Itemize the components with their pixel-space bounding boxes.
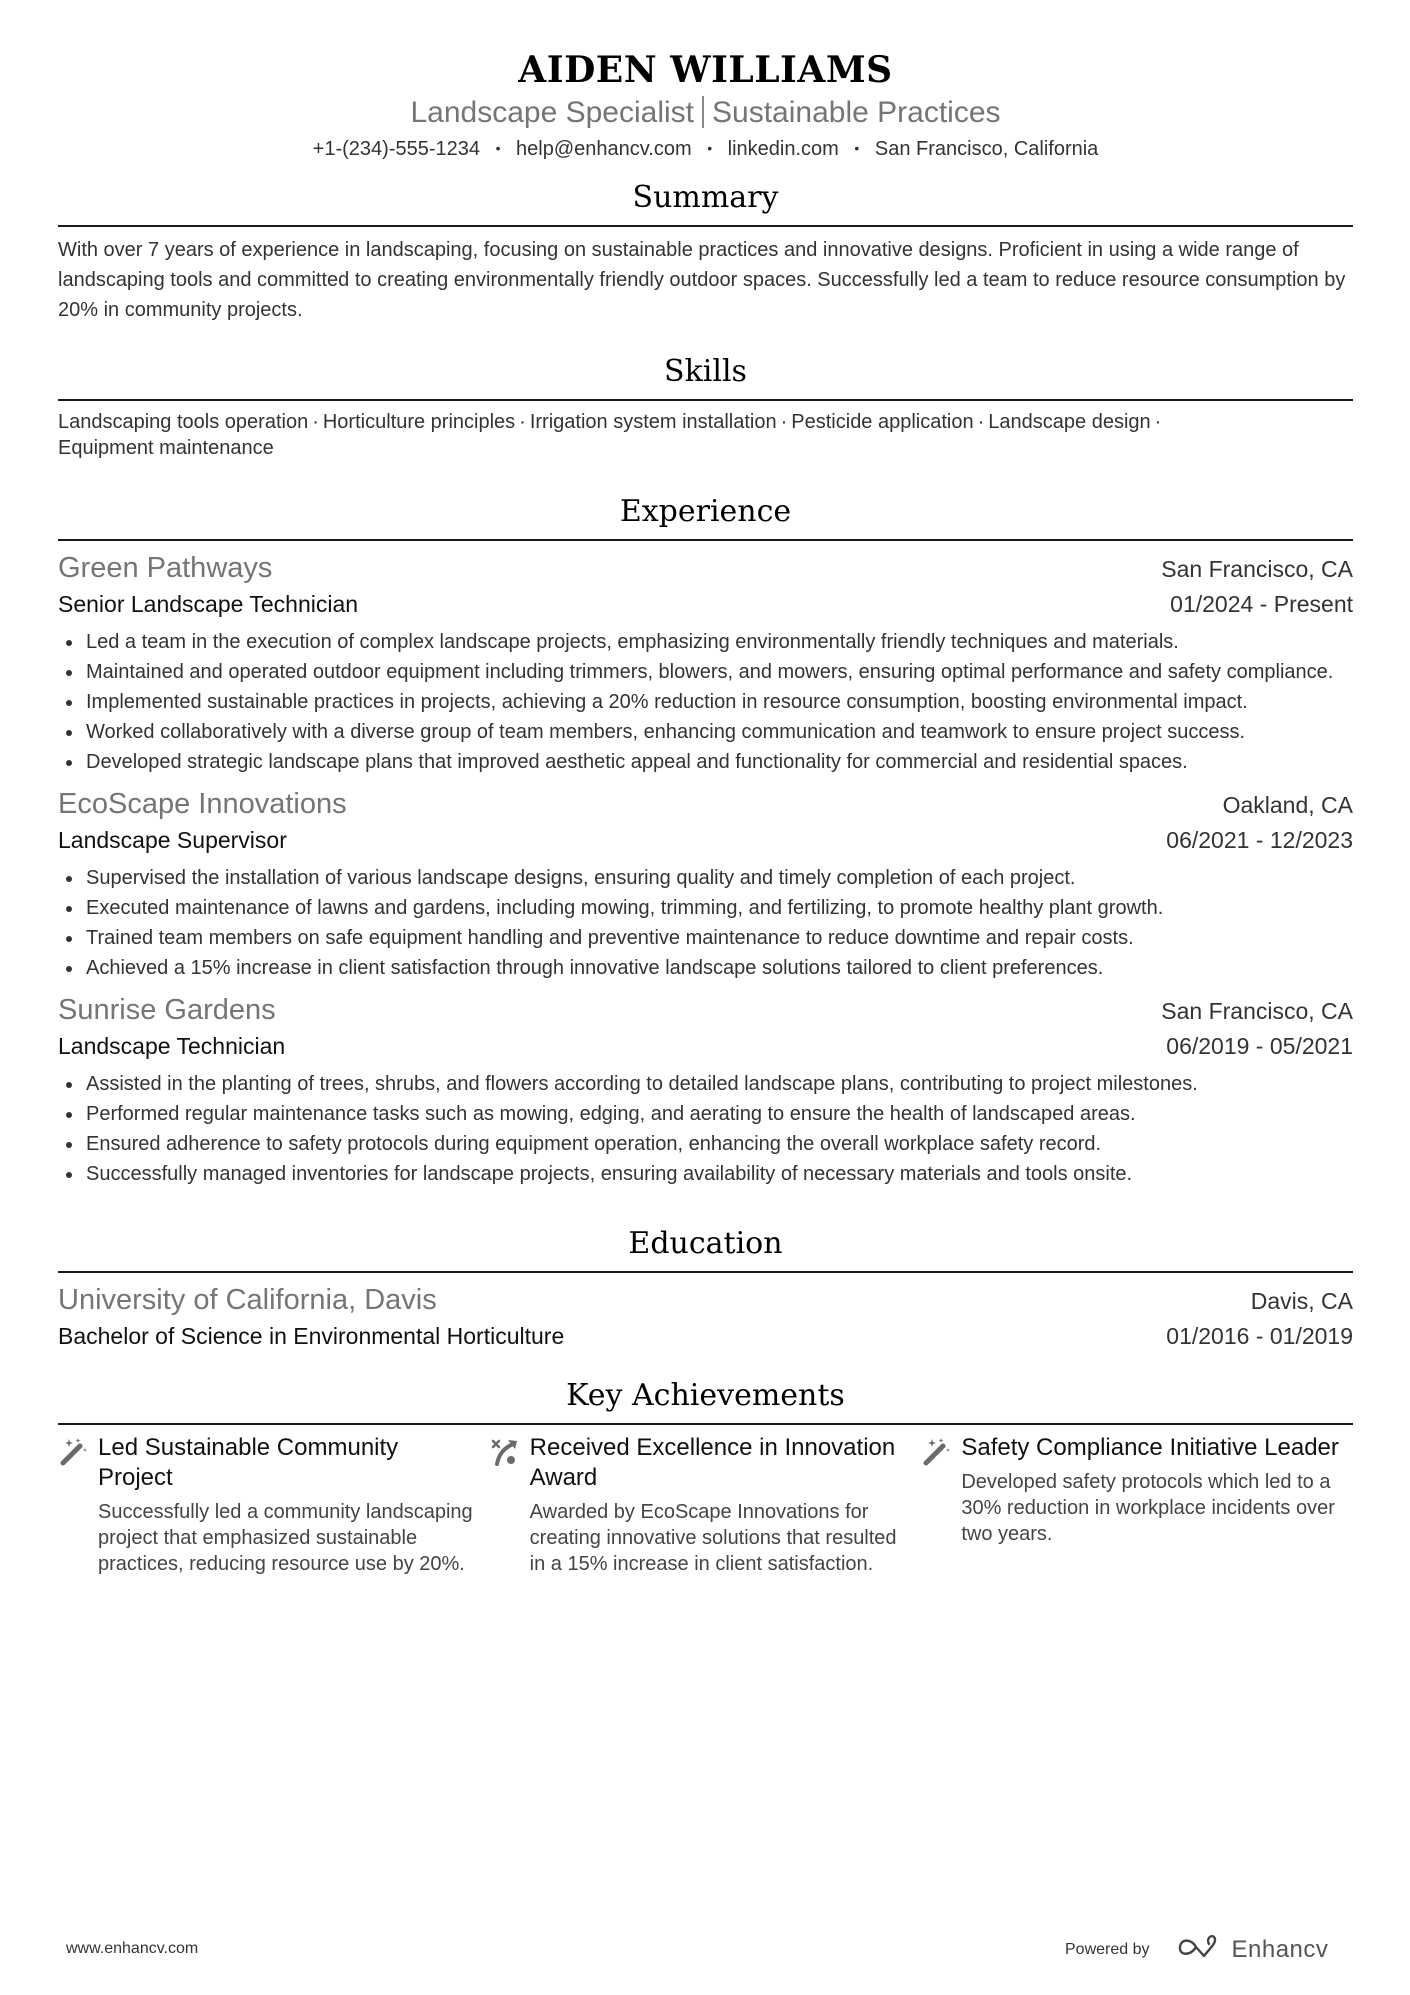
job-title: Landscape Technician: [58, 1033, 286, 1059]
headline: [58, 94, 1353, 132]
candidate-name: AIDEN WILLIAMS: [518, 49, 893, 91]
enhancv-logo-icon: [1176, 1934, 1222, 1965]
skill-separator: ·: [977, 411, 985, 433]
experience-entry: [58, 549, 1353, 777]
company-name: EcoScape Innovations: [58, 788, 347, 820]
skills-section: [58, 351, 1353, 461]
job-dates: 01/2024 - Present: [1170, 591, 1353, 617]
bullet-item: Assisted in the planting of trees, shrubs, and flowers according to detailed landscape plans, contributing to project milestones.: [58, 1069, 1353, 1099]
achievement-title: Safety Compliance Initiative Leader: [961, 1434, 1339, 1461]
achievement-description: Awarded by EcoScape Innovations for creating innovative solutions that resulted in a 15% increase in client satisfaction.: [529, 1501, 897, 1575]
job-location: San Francisco, CA: [1161, 998, 1353, 1024]
skill-item: Landscaping tools operation: [58, 411, 309, 433]
section-divider: [58, 539, 1353, 541]
achievements-section: [58, 1375, 1353, 1577]
school-location: Davis, CA: [1250, 1288, 1353, 1314]
contact-location: San Francisco, California: [874, 138, 1099, 160]
summary-text: With over 7 years of experience in landscaping, focusing on sustainable practices and innovative designs. Proficient in using a wide range of landscaping tools and committed to creating environmentally friendly outdoor spaces. Successfully led a team to reduce resource consumption by 20% in community projects.: [58, 239, 1346, 321]
skill-item: Landscape design: [988, 411, 1151, 433]
job-title: Landscape Supervisor: [58, 827, 287, 853]
bullet-item: Achieved a 15% increase in client satisfaction through innovative landscape solutions tailored to client preferences.: [58, 953, 1353, 983]
headline-focus: Sustainable Practices: [712, 96, 1001, 129]
skill-item: Horticulture principles: [322, 411, 516, 433]
skill-item: Irrigation system installation: [529, 411, 777, 433]
enhancv-brand[interactable]: Enhancv: [1231, 1935, 1329, 1963]
section-title-achievements: Key Achievements: [566, 1378, 845, 1413]
job-bullets: [58, 627, 1353, 777]
achievement-description: Successfully led a community landscaping project that emphasized sustainable practices, reducing resource use by 20%.: [98, 1501, 473, 1575]
section-divider: [58, 225, 1353, 227]
skills-list: [58, 409, 1353, 461]
bullet-item: Trained team members on safe equipment handling and preventive maintenance to reduce downtime and repair costs.: [58, 923, 1353, 953]
company-name: Green Pathways: [58, 552, 273, 584]
job-title: Senior Landscape Technician: [58, 591, 359, 617]
contact-separator: •: [854, 140, 860, 156]
job-location: Oakland, CA: [1222, 792, 1353, 818]
section-divider: [58, 1423, 1353, 1425]
achievement-title: Received Excellence in Innovation Award: [529, 1434, 896, 1491]
bullet-item: Led a team in the execution of complex landscape projects, emphasizing environmentally friendly techniques and materials.: [58, 627, 1353, 657]
bullet-item: Worked collaboratively with a diverse group of team members, enhancing communication and teamwork to ensure project success.: [58, 717, 1353, 747]
contact-separator: •: [707, 140, 713, 156]
achievement-item: [921, 1433, 1353, 1577]
section-divider: [58, 399, 1353, 401]
skill-separator: ·: [1154, 411, 1162, 433]
skill-separator: ·: [780, 411, 788, 433]
job-bullets: [58, 863, 1353, 983]
skill-separator: ·: [519, 411, 526, 433]
company-name: Sunrise Gardens: [58, 994, 276, 1026]
contact-separator: •: [495, 140, 501, 156]
achievement-item: [58, 1433, 490, 1577]
job-dates: 06/2021 - 12/2023: [1166, 827, 1353, 853]
section-title-education: Education: [628, 1226, 783, 1261]
route-icon: [490, 1433, 530, 1577]
bullet-item: Implemented sustainable practices in projects, achieving a 20% reduction in resource consumption, boosting environmental impact.: [58, 687, 1353, 717]
experience-entry: [58, 991, 1353, 1189]
section-divider: [58, 1271, 1353, 1273]
achievement-item: [490, 1433, 922, 1577]
education-dates: 01/2016 - 01/2019: [1166, 1323, 1353, 1349]
achievement-title: Led Sustainable Community Project: [98, 1434, 399, 1491]
footer-branding: [1065, 1934, 1328, 1965]
bullet-item: Executed maintenance of lawns and gardens, including mowing, trimming, and fertilizing, to promote healthy plant growth.: [58, 893, 1353, 923]
education-section: [58, 1223, 1353, 1353]
achievements-grid: [58, 1433, 1353, 1577]
skill-item: Equipment maintenance: [58, 437, 274, 459]
contact-linkedin[interactable]: linkedin.com: [727, 138, 839, 160]
summary-section: [58, 177, 1353, 325]
bullet-item: Ensured adherence to safety protocols during equipment operation, enhancing the overall workplace safety record.: [58, 1129, 1353, 1159]
job-bullets: [58, 1069, 1353, 1189]
resume-header: [58, 0, 1353, 163]
job-dates: 06/2019 - 05/2021: [1166, 1033, 1353, 1059]
skill-separator: ·: [312, 411, 319, 433]
job-location: San Francisco, CA: [1161, 556, 1353, 582]
section-title-skills: Skills: [664, 354, 747, 389]
bullet-item: Supervised the installation of various landscape designs, ensuring quality and timely completion of each project.: [58, 863, 1353, 893]
education-entry: [58, 1281, 1353, 1353]
headline-divider: [702, 96, 704, 128]
bullet-item: Performed regular maintenance tasks such as mowing, edging, and aerating to ensure the health of landscaped areas.: [58, 1099, 1353, 1129]
powered-by-label: Powered by: [1065, 1940, 1150, 1958]
section-title-experience: Experience: [619, 494, 792, 529]
school-name: University of California, Davis: [58, 1284, 437, 1316]
contact-line: [58, 134, 1353, 163]
experience-entry: [58, 785, 1353, 983]
skill-item: Pesticide application: [791, 411, 974, 433]
experience-section: [58, 491, 1353, 1189]
contact-email[interactable]: help@enhancv.com: [516, 138, 692, 160]
bullet-item: Developed strategic landscape plans that improved aesthetic appeal and functionality for commercial and residential spaces.: [58, 747, 1353, 777]
magic-wand-icon: [921, 1433, 961, 1577]
footer-website[interactable]: www.enhancv.com: [66, 1940, 199, 1957]
bullet-item: Maintained and operated outdoor equipment including trimmers, blowers, and mowers, ensuring optimal performance and safety compliance.: [58, 657, 1353, 687]
headline-title: Landscape Specialist: [410, 96, 695, 129]
section-title-summary: Summary: [632, 180, 779, 215]
resume-page: [58, 0, 1353, 1577]
magic-wand-icon: [58, 1433, 98, 1577]
contact-phone: +1-(234)-555-1234: [312, 138, 481, 160]
degree: Bachelor of Science in Environmental Horticulture: [58, 1323, 565, 1349]
bullet-item: Successfully managed inventories for landscape projects, ensuring availability of necessary materials and tools onsite.: [58, 1159, 1353, 1189]
achievement-description: Developed safety protocols which led to a 30% reduction in workplace incidents over two years.: [961, 1471, 1335, 1545]
